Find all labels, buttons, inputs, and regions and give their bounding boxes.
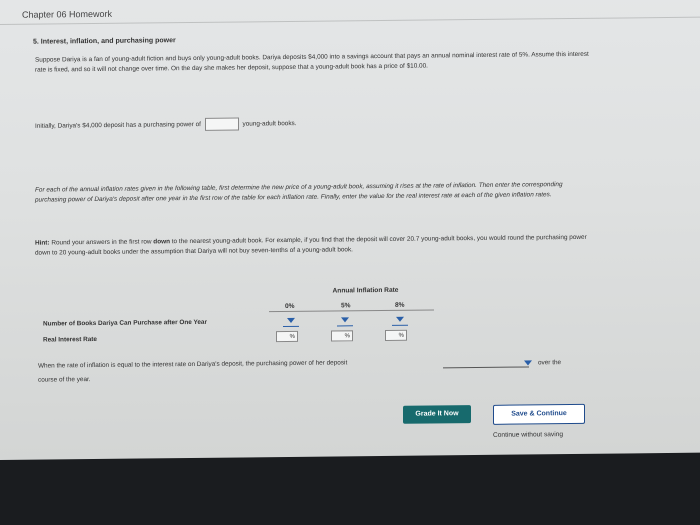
- question-intro: Suppose Dariya is a fan of young-adult fiction and buys only young-adult books. Dariya deposits $4,000 into a savings account that pays an annual nominal interest rate of 5%. Assume this interest rate is fixed, and so it will not change over time. On the day she makes her deposit, suppose that a young-adult book has a price of $10.00.: [35, 50, 589, 74]
- books-8-dropdown[interactable]: [396, 317, 404, 322]
- books-5-dropdown-line: [337, 325, 353, 326]
- conclusion-dropdown-line: [443, 366, 529, 368]
- rate-col-5: 5%: [341, 302, 351, 310]
- rate-col-0: 0%: [285, 302, 295, 311]
- real-rate-8-input[interactable]: %: [385, 330, 407, 341]
- question-title: 5. Interest, inflation, and purchasing power: [33, 37, 176, 46]
- books-0-dropdown-line: [283, 326, 299, 327]
- hint-text: [35, 233, 595, 259]
- continue-without-saving-link[interactable]: Continue without saving: [493, 431, 564, 439]
- hint-post: to the nearest young-adult book. For example, if you find that the deposit will cover 20.7 young-adult books, you would round the purchasing power down to 20 young-adult books under the assumption that Dariya will not buy seven-tenths of a young-adult book.: [35, 233, 587, 257]
- row-real-rate-label: Real Interest Rate: [43, 335, 97, 344]
- conclusion-text: When the rate of inflation is equal to the interest rate on Dariya's deposit, the purchasing power of her deposit: [38, 359, 348, 370]
- conclusion-dropdown[interactable]: [524, 360, 532, 365]
- real-rate-5-input[interactable]: %: [331, 330, 353, 341]
- initial-purchasing-power-line: [35, 117, 297, 133]
- books-0-dropdown[interactable]: [287, 318, 295, 323]
- table-header: Annual Inflation Rate: [332, 286, 399, 295]
- initial-books-input[interactable]: [205, 118, 239, 131]
- conclusion-over: over the: [538, 359, 562, 367]
- row-books-label: Number of Books Dariya Can Purchase after One Year: [43, 318, 207, 328]
- books-8-dropdown-line: [392, 325, 408, 326]
- real-rate-0-input[interactable]: %: [276, 331, 298, 342]
- initially-prefix: Initially, Dariya's $4,000 deposit has a purchasing power of: [35, 121, 201, 130]
- rate-col-8: 8%: [395, 301, 405, 309]
- hint-label: Hint:: [35, 239, 50, 247]
- books-5-dropdown[interactable]: [341, 317, 349, 322]
- conclusion-course: course of the year.: [38, 376, 91, 384]
- save-continue-button[interactable]: Save & Continue: [493, 404, 585, 425]
- hint-pre: Round your answers in the first row: [51, 238, 152, 247]
- grade-it-now-button[interactable]: Grade It Now: [403, 405, 471, 424]
- table-instructions: For each of the annual inflation rates given in the following table, first determine the new price of a young-adult book, assuming it rises at the rate of inflation. Then enter the corresponding purchasing power of Dariya's deposit after one year in the first row of the table for each inflation rate. Finally, enter the value for the real interest rate at each of the given inflation rates.: [35, 181, 563, 204]
- initially-suffix: young-adult books.: [242, 120, 297, 128]
- question-content: [33, 32, 603, 439]
- chapter-title: Chapter 06 Homework: [22, 8, 113, 20]
- hint-bold: down: [153, 238, 170, 246]
